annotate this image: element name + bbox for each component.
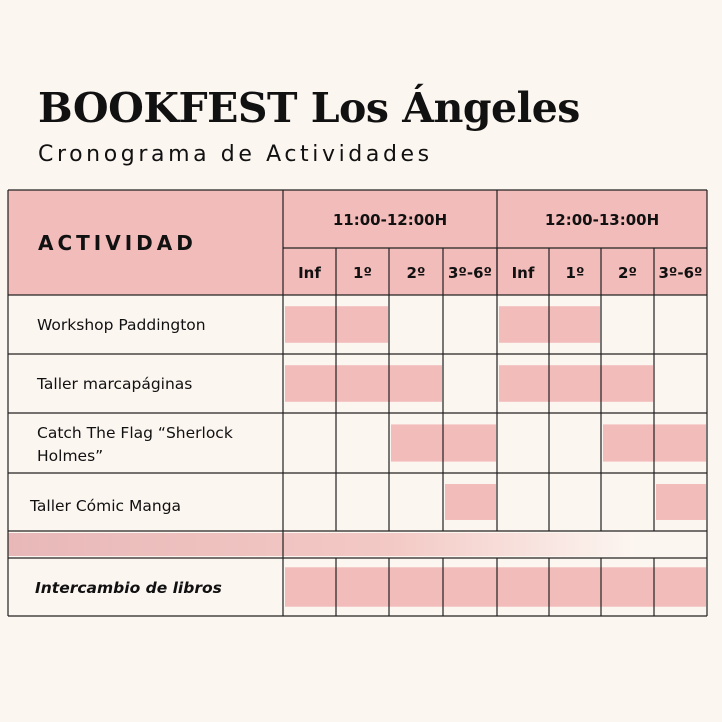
page-title: BOOKFEST Los Ángeles xyxy=(38,84,580,132)
time-slot-label: 11:00-12:00H xyxy=(332,211,448,229)
activity-name: Taller marcapáginas xyxy=(37,375,193,393)
level-label: 2º xyxy=(406,264,426,282)
activity-column-header: ACTIVIDAD xyxy=(38,231,197,255)
activity-bar xyxy=(499,365,653,402)
activity-bar xyxy=(445,484,496,520)
time-slot-label: 12:00-13:00H xyxy=(544,211,660,229)
level-label: 3º-6º xyxy=(447,264,493,282)
level-label: 1º xyxy=(353,264,372,282)
level-label: Inf xyxy=(511,264,535,282)
page-subtitle: Cronograma de Actividades xyxy=(38,142,433,167)
activity-bar xyxy=(285,567,706,606)
level-label: 2º xyxy=(618,264,637,282)
level-label: 1º xyxy=(565,264,585,282)
activity-name: Workshop Paddington xyxy=(37,316,206,334)
level-label: 3º-6º xyxy=(658,264,703,282)
activity-name: Intercambio de libros xyxy=(35,579,222,597)
activity-name: Catch The Flag “Sherlock Holmes” xyxy=(37,424,233,465)
separator-band xyxy=(8,533,707,556)
level-label: Inf xyxy=(298,264,321,282)
activity-bar xyxy=(285,365,442,402)
activity-name: Taller Cómic Manga xyxy=(30,497,182,515)
activity-bar xyxy=(656,484,706,520)
